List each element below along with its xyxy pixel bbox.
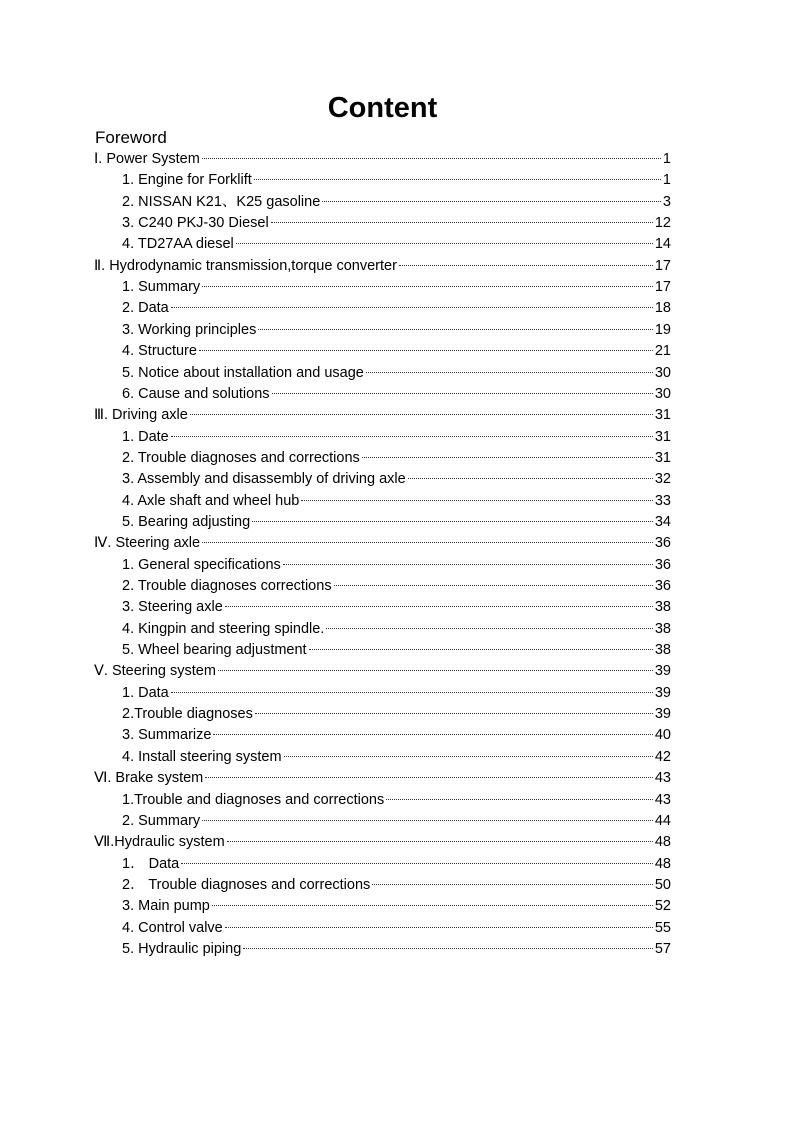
toc-entry-page-number: 12 [654,215,671,232]
toc-entry-page-number: 39 [654,663,671,680]
toc-entry-page-number: 19 [654,321,671,338]
page-title: Content [327,92,438,124]
toc-subsection-entry [122,170,671,191]
dot-leader [190,413,653,415]
toc-subsection-entry [122,939,671,960]
toc-entry-label: 5. Notice about installation and usage [122,364,364,381]
dot-leader [322,200,661,202]
toc-entry-page-number: 55 [654,919,671,936]
toc-entry-page-number: 36 [654,578,671,594]
toc-entry-label: 4. TD27AA diesel [122,236,234,253]
toc-subsection-entry [122,576,671,597]
toc-section-entry [94,256,671,277]
toc-entry-label: 1. Date [122,428,169,445]
toc-section-entry [94,661,671,682]
toc-entry-label: Ⅶ.Hydraulic system [94,834,225,851]
dot-leader [171,691,653,693]
toc-subsection-entry [122,427,671,448]
toc-entry-page-number: 38 [654,642,671,659]
toc-entry-page-number: 1 [662,172,671,189]
toc-entry-label: 1． Data [122,855,180,872]
dot-leader [199,349,653,351]
dot-leader [326,627,653,629]
dot-leader [309,648,653,650]
toc-subsection-entry [122,384,671,405]
toc-subsection-entry [122,747,671,768]
toc-entry-page-number: 21 [654,343,671,360]
toc-entry-label: 2. Data [122,300,169,317]
toc-entry-label: 2. Trouble diagnoses corrections [122,578,332,594]
toc-section-entry [94,533,671,554]
toc-entry-label: Ⅱ. Hydrodynamic transmission,torque converter [94,257,397,274]
toc-subsection-entry [122,320,671,341]
toc-entry-label: Ⅰ. Power System [94,151,200,167]
toc-entry-page-number: 36 [654,535,671,552]
toc-entry-page-number: 39 [654,684,671,701]
dot-leader [225,605,653,607]
dot-leader [408,477,653,479]
dot-leader [202,819,653,821]
toc-entry-page-number: 57 [654,940,671,957]
dot-leader [272,392,653,394]
toc-entry-page-number: 43 [654,770,671,787]
toc-entry-label: Ⅵ. Brake system [94,770,204,787]
toc-entry-label: 1. Summary [122,279,201,296]
toc-subsection-entry [122,298,671,319]
toc-entry-page-number: 31 [654,407,671,424]
toc-entry-page-number: 31 [654,449,671,466]
dot-leader [202,541,653,543]
toc-entry-page-number: 48 [654,855,671,872]
dot-leader [213,733,652,735]
dot-leader [225,926,653,928]
toc-entry-label: 5. Bearing adjusting [122,513,251,530]
toc-entry-page-number: 3 [662,193,671,210]
dot-leader [218,669,653,671]
dot-leader [202,285,653,287]
dot-leader [301,499,653,501]
dot-leader [386,798,653,800]
toc-entry-label: 3. Main pump [122,898,210,915]
toc-entry-label: 3. Steering axle [122,599,223,616]
toc-subsection-entry [122,448,671,469]
toc-entry-label: 2.Trouble diagnoses [122,706,253,723]
toc-subsection-entry [122,555,671,576]
dot-leader [258,328,653,330]
toc-subsection-entry [122,491,671,512]
toc-subsection-entry [122,918,671,939]
toc-subsection-entry [122,363,671,384]
dot-leader [372,883,653,885]
dot-leader [284,755,653,757]
toc-subsection-entry [122,619,671,640]
toc-subsection-entry [122,234,671,255]
dot-leader [212,904,653,906]
toc-entry-label: 3. Assembly and disassembly of driving axle [122,471,406,488]
toc-subsection-entry [122,854,671,875]
toc-section-entry [94,832,671,853]
toc-entry-page-number: 36 [654,556,671,573]
dot-leader [334,584,653,586]
dot-leader [236,242,653,244]
dot-leader [283,563,653,565]
toc-subsection-entry [122,811,671,832]
toc-subsection-entry [122,704,671,725]
toc-subsection-entry [122,341,671,362]
toc-entry-label: 3. Summarize [122,727,212,744]
toc-subsection-entry [122,192,671,213]
toc-subsection-entry [122,875,671,896]
toc-subsection-entry [122,469,671,490]
toc-entry-page-number: 33 [654,492,671,509]
dot-leader [399,264,653,266]
dot-leader [254,178,661,180]
toc-section-entry [94,149,671,170]
toc-entry-label: Ⅲ. Driving axle [94,407,188,424]
toc-entry-label: 5. Wheel bearing adjustment [122,642,307,659]
toc-entry-label: 3. Working principles [122,321,257,338]
toc-entry-page-number: 50 [654,876,671,893]
toc-entry-label: Ⅳ. Steering axle [94,535,201,552]
toc-section-entry [94,768,671,789]
toc-entry-page-number: 43 [654,791,671,808]
dot-leader [366,371,653,373]
toc-entry-page-number: 32 [654,471,671,488]
toc-entry-label: 4. Control valve [122,919,223,936]
toc-entry-page-number: 42 [654,748,671,765]
toc-section-entry [94,405,671,426]
dot-leader [181,862,653,864]
toc-subsection-entry [122,683,671,704]
toc-subsection-entry [122,725,671,746]
dot-leader [202,157,661,159]
toc-entry-label: 1. General specifications [122,556,281,573]
dot-leader [252,520,653,522]
toc-entry-label: 3. C240 PKJ-30 Diesel [122,215,269,232]
toc-entry-page-number: 52 [654,898,671,915]
toc-subsection-entry [122,790,671,811]
toc-entry-page-number: 30 [654,385,671,402]
dot-leader [171,306,653,308]
toc-entry-page-number: 17 [654,257,671,274]
toc-entry-page-number: 1 [662,151,671,167]
toc-subsection-entry [122,597,671,618]
toc-entry-label: 4. Axle shaft and wheel hub [122,492,300,509]
toc-entry-page-number: 39 [654,706,671,723]
dot-leader [362,456,653,458]
toc-entry-label: Ⅴ. Steering system [94,663,216,680]
toc-entry-page-number: 38 [654,620,671,637]
dot-leader [227,840,653,842]
toc-subsection-entry [122,896,671,917]
toc-entry-label: 2. Trouble diagnoses and corrections [122,449,360,466]
toc-entry-page-number: 40 [654,727,671,744]
toc-entry-page-number: 30 [654,364,671,381]
toc-entry-label: 6. Cause and solutions [122,385,270,402]
toc-entry-label: 4. Install steering system [122,748,282,765]
toc-entry-label: 4. Structure [122,343,197,360]
toc-entry-page-number: 48 [654,834,671,851]
toc-entry-page-number: 14 [654,236,671,253]
toc-entry-label: 1. Data [122,684,169,701]
toc-entry-page-number: 38 [654,599,671,616]
dot-leader [171,435,653,437]
toc-entry-label: 5. Hydraulic piping [122,940,242,957]
toc-entry-page-number: 17 [654,279,671,296]
dot-leader [255,712,653,714]
toc-entry-page-number: 18 [654,300,671,317]
toc-subsection-entry [122,512,671,533]
dot-leader [243,947,653,949]
toc-entry-label: 2. Summary [122,812,201,829]
toc-entry-page-number: 44 [654,812,671,829]
toc-subsection-entry [122,213,671,234]
dot-leader [271,221,653,223]
toc-entry-page-number: 34 [654,513,671,530]
toc-subsection-entry [122,277,671,298]
foreword-heading: Foreword [95,128,167,147]
toc-entry-page-number: 31 [654,428,671,445]
toc-entry-label: 2． Trouble diagnoses and corrections [122,876,371,893]
toc-entry-label: 4. Kingpin and steering spindle. [122,620,325,637]
toc-entry-label: 1.Trouble and diagnoses and corrections [122,791,385,808]
toc-entry-label: 1. Engine for Forklift [122,172,252,189]
toc-subsection-entry [122,640,671,661]
toc-entry-label: 2. NISSAN K21、K25 gasoline [122,193,321,210]
dot-leader [205,776,653,778]
